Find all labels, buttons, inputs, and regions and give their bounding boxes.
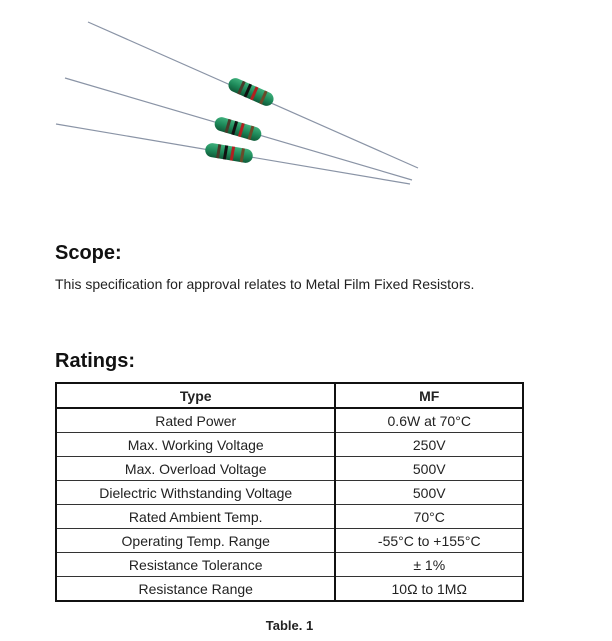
- ratings-table: [55, 382, 524, 602]
- row-value: 250V: [335, 433, 523, 457]
- table-row: [56, 505, 523, 529]
- table-row: [56, 481, 523, 505]
- row-value: 500V: [335, 457, 523, 481]
- table-row: [56, 408, 523, 433]
- row-value: -55°C to +155°C: [335, 529, 523, 553]
- row-value: 500V: [335, 481, 523, 505]
- scope-text: This specification for approval relates to Metal Film Fixed Resistors.: [55, 276, 475, 292]
- row-label: Operating Temp. Range: [56, 529, 335, 553]
- resistors-photo: [40, 8, 440, 198]
- column-header-type: Type: [56, 383, 335, 408]
- row-label: Rated Power: [56, 408, 335, 433]
- table-header-row: [56, 383, 523, 408]
- row-label: Rated Ambient Temp.: [56, 505, 335, 529]
- scope-heading: Scope:: [55, 242, 122, 264]
- row-value: ± 1%: [335, 553, 523, 577]
- ratings-heading: Ratings:: [55, 350, 135, 372]
- column-header-mf: MF: [335, 383, 523, 408]
- row-label: Resistance Tolerance: [56, 553, 335, 577]
- table-caption: Table. 1: [265, 618, 314, 633]
- row-label: Max. Working Voltage: [56, 433, 335, 457]
- row-label: Dielectric Withstanding Voltage: [56, 481, 335, 505]
- table-row: [56, 553, 523, 577]
- row-value: 70°C: [335, 505, 523, 529]
- row-label: Resistance Range: [56, 577, 335, 602]
- table-row: [56, 433, 523, 457]
- resistor-1: [88, 22, 418, 168]
- row-value: 0.6W at 70°C: [335, 408, 523, 433]
- row-value: 10Ω to 1MΩ: [335, 577, 523, 602]
- table-row: [56, 577, 523, 602]
- row-label: Max. Overload Voltage: [56, 457, 335, 481]
- table-row: [56, 457, 523, 481]
- table-row: [56, 529, 523, 553]
